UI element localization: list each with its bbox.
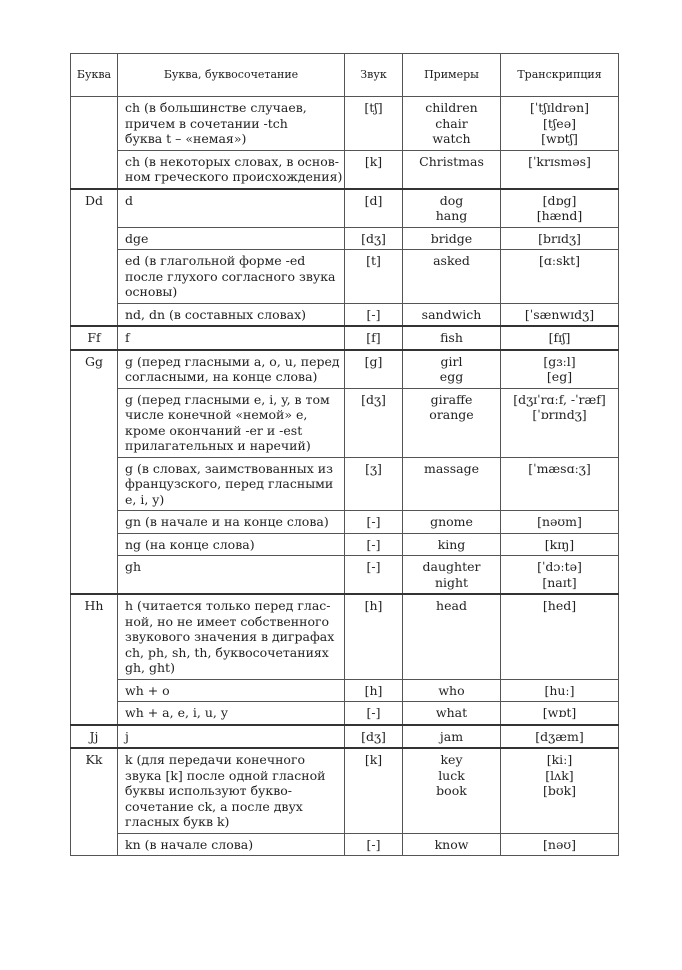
combo-cell	[118, 250, 345, 304]
combo-line: j	[125, 728, 129, 744]
combo-cell	[118, 150, 345, 189]
transcription-line: [lʌk]	[545, 767, 574, 783]
examples-cell	[403, 189, 501, 228]
transcription-line: [nəʊm]	[537, 514, 582, 529]
combo-line: ng (на конце слова)	[125, 536, 255, 552]
transcription-cell	[501, 556, 619, 595]
combo-line: сочетание ck, а после двух	[125, 798, 303, 814]
combo-cell	[118, 457, 345, 511]
example-line: dog	[439, 192, 464, 208]
examples-cell	[403, 457, 501, 511]
transcription-line: [hænd]	[536, 208, 583, 223]
sound-cell: [-]	[345, 511, 403, 534]
sound-cell: [t]	[345, 250, 403, 304]
combo-line: ch (в некоторых словах, в основ-	[125, 153, 340, 169]
combo-line: k (для передачи конечного	[125, 752, 306, 767]
combo-line: gh	[125, 559, 142, 574]
combo-cell	[118, 326, 345, 350]
table-row	[71, 189, 619, 228]
transcription-line: [hed]	[542, 598, 577, 613]
examples-cell	[403, 326, 501, 350]
sound-cell: [-]	[345, 702, 403, 725]
sound-cell: [h]	[345, 679, 403, 702]
example-line: girl	[440, 353, 463, 369]
table-row	[71, 702, 619, 725]
transcription-line: [kɪŋ]	[544, 536, 575, 552]
table-row	[71, 511, 619, 534]
example-line: sandwich	[421, 306, 482, 322]
transcription-cell	[501, 227, 619, 250]
header-examples: Примеры	[403, 54, 501, 97]
transcription-line: [brɪdʒ]	[538, 230, 581, 246]
example-line: egg	[439, 369, 464, 384]
combo-line: ed (в глагольной форме -ed	[125, 253, 306, 268]
letter-cell: Jj	[71, 725, 118, 749]
example-line: children	[425, 100, 478, 115]
transcription-cell	[501, 388, 619, 457]
transcription-cell	[501, 594, 619, 679]
table-row	[71, 227, 619, 250]
examples-cell	[403, 97, 501, 151]
combo-cell	[118, 303, 345, 326]
combo-cell	[118, 97, 345, 151]
combo-cell	[118, 679, 345, 702]
combo-cell	[118, 227, 345, 250]
transcription-line: [kiː]	[546, 752, 573, 767]
combo-line: gn (в начале и на конце слова)	[125, 514, 329, 529]
combo-cell	[118, 350, 345, 389]
combo-line: nd, dn (в составных словах)	[125, 306, 307, 322]
table-row	[71, 303, 619, 326]
table-row	[71, 725, 619, 749]
transcription-line: [ˈmæsɑːʒ]	[528, 460, 591, 476]
transcription-cell	[501, 97, 619, 151]
examples-cell	[403, 594, 501, 679]
combo-line: кроме окончаний -er и -est	[125, 422, 303, 438]
combo-cell	[118, 388, 345, 457]
table-row	[71, 748, 619, 833]
sound-cell: [dʒ]	[345, 725, 403, 749]
example-line: fish	[440, 330, 463, 345]
table-row	[71, 556, 619, 595]
header-letter: Буква	[71, 54, 118, 97]
example-line: king	[437, 536, 466, 552]
header-combo: Буква, буквосочетание	[118, 54, 345, 97]
transcription-line: [nəʊ]	[543, 836, 576, 852]
combo-cell	[118, 189, 345, 228]
combo-line: d	[125, 192, 134, 208]
transcription-line: [eg]	[546, 369, 573, 384]
combo-line: f	[125, 330, 130, 345]
sound-cell: [ʒ]	[345, 457, 403, 511]
table-header-row	[71, 54, 619, 97]
example-line: know	[434, 836, 469, 852]
combo-line: g (перед гласными e, i, y, в том	[125, 391, 330, 407]
combo-line: ной, но не имеет собственного	[125, 613, 330, 629]
combo-line: числе конечной «немой» e,	[125, 407, 308, 422]
examples-cell	[403, 725, 501, 749]
combo-cell	[118, 556, 345, 595]
transcription-line: [naɪt]	[542, 574, 577, 590]
examples-cell	[403, 679, 501, 702]
combo-line: звукового значения в диграфах	[125, 629, 335, 644]
table-row	[71, 679, 619, 702]
combo-line: гласных букв k)	[125, 814, 230, 829]
sound-cell: [d]	[345, 189, 403, 228]
header-transcription: Транскрипция	[501, 54, 619, 97]
transcription-cell	[501, 533, 619, 556]
letter-cell: Dd	[71, 189, 118, 327]
combo-line: ном греческого происхождения)	[125, 169, 343, 184]
example-line: hang	[435, 208, 468, 223]
transcription-cell	[501, 150, 619, 189]
example-line: orange	[429, 407, 474, 422]
transcription-line: [ˈtʃɪldrən]	[529, 100, 590, 115]
sound-cell: [-]	[345, 303, 403, 326]
example-line: who	[438, 682, 465, 698]
combo-line: ch (в большинстве случаев,	[125, 100, 307, 115]
example-line: giraffe	[430, 391, 473, 407]
transcription-line: [fɪʃ]	[548, 330, 571, 345]
table-row	[71, 97, 619, 151]
table-row	[71, 250, 619, 304]
header-sound: Звук	[345, 54, 403, 97]
sound-cell: [k]	[345, 150, 403, 189]
combo-line: буквы используют букво-	[125, 783, 293, 798]
transcription-line: [ˈɒrɪndʒ]	[532, 407, 587, 422]
examples-cell	[403, 511, 501, 534]
example-line: Christmas	[419, 153, 484, 169]
combo-line: e, i, y)	[125, 491, 165, 507]
combo-cell	[118, 748, 345, 833]
sound-cell: [tʃ]	[345, 97, 403, 151]
example-line: what	[435, 705, 468, 720]
combo-line: причем в сочетании -tch	[125, 115, 288, 131]
combo-cell	[118, 833, 345, 856]
combo-line: gh, ght)	[125, 660, 175, 675]
examples-cell	[403, 350, 501, 389]
table-row	[71, 833, 619, 856]
transcription-line: [gɜːl]	[543, 353, 576, 369]
table-body	[71, 97, 619, 856]
combo-line: g (в словах, заимствованных из	[125, 460, 333, 476]
letter-cell: Ff	[71, 326, 118, 350]
examples-cell	[403, 227, 501, 250]
example-line: key	[440, 752, 463, 767]
transcription-line: [dʒæm]	[535, 728, 584, 744]
sound-cell: [dʒ]	[345, 227, 403, 250]
sound-cell: [-]	[345, 533, 403, 556]
combo-cell	[118, 511, 345, 534]
example-line: daughter	[422, 559, 481, 574]
combo-cell	[118, 533, 345, 556]
combo-cell	[118, 725, 345, 749]
example-line: head	[436, 598, 467, 613]
sound-cell: [k]	[345, 748, 403, 833]
transcription-line: [wɒtʃ]	[541, 131, 578, 146]
phonics-table-page	[70, 53, 618, 856]
combo-line: g (перед гласными a, o, u, перед	[125, 353, 340, 369]
sound-cell: [-]	[345, 833, 403, 856]
sound-cell: [g]	[345, 350, 403, 389]
table-row	[71, 594, 619, 679]
combo-line: wh + a, e, i, u, y	[125, 705, 228, 720]
examples-cell	[403, 702, 501, 725]
examples-cell	[403, 833, 501, 856]
combo-line: буква t – «немая»)	[125, 131, 247, 146]
table-row	[71, 326, 619, 350]
transcription-line: [ɑːskt]	[539, 253, 580, 268]
table-row	[71, 457, 619, 511]
combo-cell	[118, 594, 345, 679]
transcription-cell	[501, 457, 619, 511]
combo-line: ch, ph, sh, th, буквосочетаниях	[125, 644, 329, 660]
combo-line: звука [k] после одной гласной	[125, 767, 326, 783]
sound-cell: [f]	[345, 326, 403, 350]
combo-line: согласными, на конце слова)	[125, 369, 318, 384]
combo-line: dge	[125, 230, 149, 246]
transcription-line: [ˈkrɪsməs]	[528, 153, 591, 169]
combo-line: французского, перед гласными	[125, 476, 334, 491]
combo-line: прилагательных и наречий)	[125, 438, 311, 453]
sound-cell: [-]	[345, 556, 403, 595]
example-line: night	[434, 574, 469, 590]
transcription-line: [ˈdɔːtə]	[537, 559, 582, 574]
table-row	[71, 350, 619, 389]
example-line: book	[436, 783, 467, 798]
table-row	[71, 150, 619, 189]
table-row	[71, 388, 619, 457]
examples-cell	[403, 388, 501, 457]
combo-line: основы)	[125, 284, 178, 299]
examples-cell	[403, 250, 501, 304]
table-row	[71, 533, 619, 556]
transcription-cell	[501, 326, 619, 350]
examples-cell	[403, 556, 501, 595]
transcription-cell	[501, 702, 619, 725]
transcription-cell	[501, 679, 619, 702]
sound-cell: [dʒ]	[345, 388, 403, 457]
example-line: jam	[439, 728, 464, 744]
examples-cell	[403, 533, 501, 556]
example-line: gnome	[430, 514, 473, 529]
combo-line: kn (в начале слова)	[125, 836, 254, 852]
transcription-cell	[501, 511, 619, 534]
letter-cell: Hh	[71, 594, 118, 725]
transcription-line: [wɒt]	[542, 705, 577, 720]
sound-cell: [h]	[345, 594, 403, 679]
example-line: watch	[432, 131, 471, 146]
combo-line: h (читается только перед глас-	[125, 598, 331, 613]
transcription-cell	[501, 350, 619, 389]
example-line: massage	[424, 460, 479, 476]
transcription-line: [huː]	[544, 682, 575, 698]
transcription-cell	[501, 250, 619, 304]
examples-cell	[403, 748, 501, 833]
phonics-table	[70, 53, 619, 856]
letter-cell	[71, 97, 118, 189]
transcription-line: [dʒɪˈrɑːf, -ˈræf]	[513, 391, 606, 407]
example-line: bridge	[430, 230, 473, 246]
combo-line: после глухого согласного звука	[125, 268, 336, 284]
combo-cell	[118, 702, 345, 725]
example-line: asked	[433, 253, 470, 268]
transcription-cell	[501, 725, 619, 749]
transcription-cell	[501, 189, 619, 228]
transcription-cell	[501, 748, 619, 833]
letter-cell: Gg	[71, 350, 118, 595]
transcription-line: [tʃeə]	[543, 115, 576, 131]
example-line: luck	[438, 767, 465, 783]
transcription-line: [bʊk]	[542, 783, 577, 798]
combo-line: wh + o	[125, 682, 170, 698]
transcription-line: [dɒg]	[542, 192, 577, 208]
transcription-cell	[501, 833, 619, 856]
transcription-cell	[501, 303, 619, 326]
examples-cell	[403, 303, 501, 326]
examples-cell	[403, 150, 501, 189]
letter-cell: Kk	[71, 748, 118, 856]
transcription-line: [ˈsænwɪdʒ]	[524, 306, 595, 322]
example-line: chair	[435, 115, 468, 131]
